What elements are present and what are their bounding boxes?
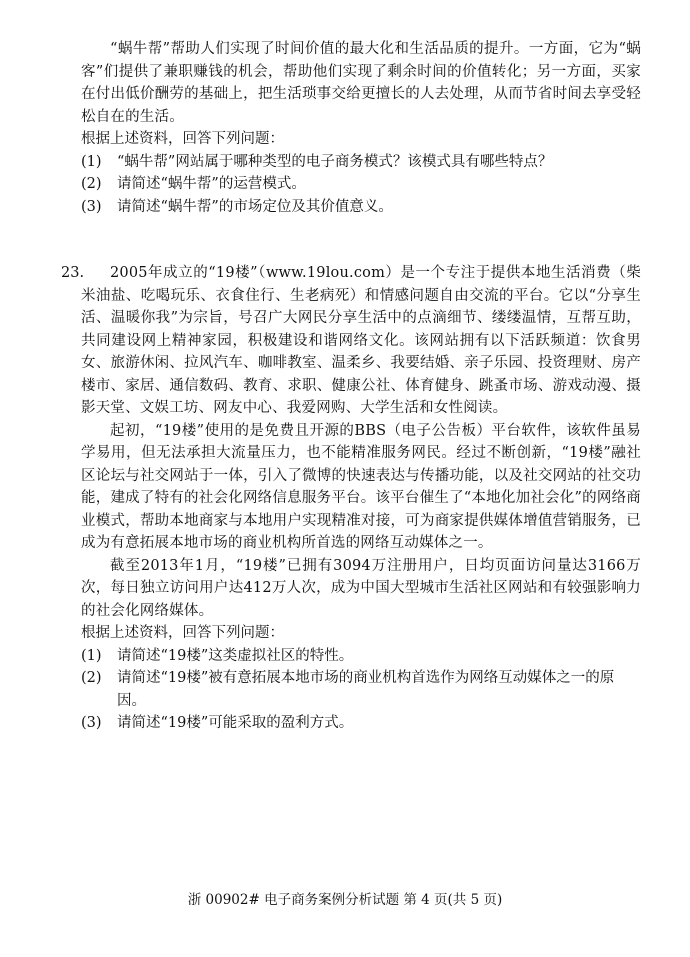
question-number: (2): [81, 176, 102, 192]
question-text: 请简述“蜗牛帮”的市场定位及其价值意义。: [117, 198, 393, 215]
question-item: [81, 645, 641, 668]
case-paragraph: 起初，“19楼”使用的是免费且开源的BBS（电子公告板）平台软件，该软件虽易学易用，但无法承担大流量压力，也不能精准服务网民。经过不断创新，“19楼”融社区论坛与社交网站于一体，引入了微博的快速表达与传播功能，以及社交网站的社交功能，建成了特有的社会化网络信息服务平台。该平台催生了“本地化加社会化”的网络商业模式，帮助本地商家与本地用户实现精准对接，可为商家提供媒体增值营销服务，已成为有意拓展本地市场的商业机构所首选的网络互动媒体之一。: [81, 422, 641, 551]
question-intro: 根据上述资料，回答下列问题：: [81, 131, 284, 147]
question-number: (1): [81, 647, 102, 664]
question-text: 请简述“蜗牛帮”的运营模式。: [117, 176, 306, 192]
page-footer: 浙 00902# 电子商务案例分析试题 第 4 页(共 5 页): [187, 892, 503, 908]
question-number: (3): [81, 198, 102, 215]
question-number: (2): [81, 670, 102, 686]
case-paragraph: “蜗牛帮”帮助人们实现了时间价值的最大化和生活品质的提升。一方面，它为“蜗客”们提供了兼职赚钱的机会，帮助他们实现了剩余时间的价值转化；另一方面，买家在付出低价酬劳的基础上，把生活琐事交给更擅长的人去处理，从而节省时间去享受轻松自在的生活。: [81, 41, 641, 125]
question-item: [81, 712, 641, 735]
case-23: [81, 262, 641, 735]
question-item: [81, 196, 641, 219]
question-item: [81, 667, 641, 712]
question-list: [81, 151, 641, 219]
question-text: 请简述“19楼”这类虚拟社区的特性。: [117, 647, 354, 664]
case-paragraph: 2005年成立的“19楼”（www.19lou.com）是一个专注于提供本地生活消费（柴米油盐、吃喝玩乐、衣食住行、生老病死）和情感问题自由交流的平台。它以“分享生活、温暖你我”为宗旨，号召广大网民分享生活中的点滴细节、缕缕温情，互帮互助，共同建设网上精神家园，积极建设和谐网络文化。该网站拥有以下活跃频道：饮食男女、旅游休闲、拉风汽车、咖啡教室、温柔乡、我要结婚、亲子乐园、投资理财、房产楼市、家居、通信数码、教育、求职、健康公社、体育健身、跳蚤市场、游戏动漫、摄影天堂、文娱工坊、网友中心、我爱网购、大学生活和女性阅读。: [81, 265, 641, 416]
question-number: (3): [81, 715, 102, 731]
question-text: 请简述“19楼”被有意拓展本地市场的商业机构首选作为网络互动媒体之一的原因。: [117, 670, 615, 709]
question-number: (1): [81, 153, 102, 170]
case-paragraph: 截至2013年1月，“19楼”已拥有3094万注册用户，日均页面访问量达3166万次，每日独立访问用户达412万人次，成为中国大型城市生活社区网站和有较强影响力的社会化网络媒体。: [81, 557, 641, 619]
item-number: 23.: [61, 265, 85, 281]
question-list: [81, 645, 641, 735]
question-intro: 根据上述资料，回答下列问题：: [81, 625, 284, 641]
question-item: [81, 151, 641, 174]
question-text: “蜗牛帮”网站属于哪种类型的电子商务模式？该模式具有哪些特点？: [117, 153, 553, 170]
question-text: 请简述“19楼”可能采取的盈利方式。: [117, 715, 354, 731]
case-continuation: [81, 38, 641, 218]
question-item: [81, 173, 641, 196]
